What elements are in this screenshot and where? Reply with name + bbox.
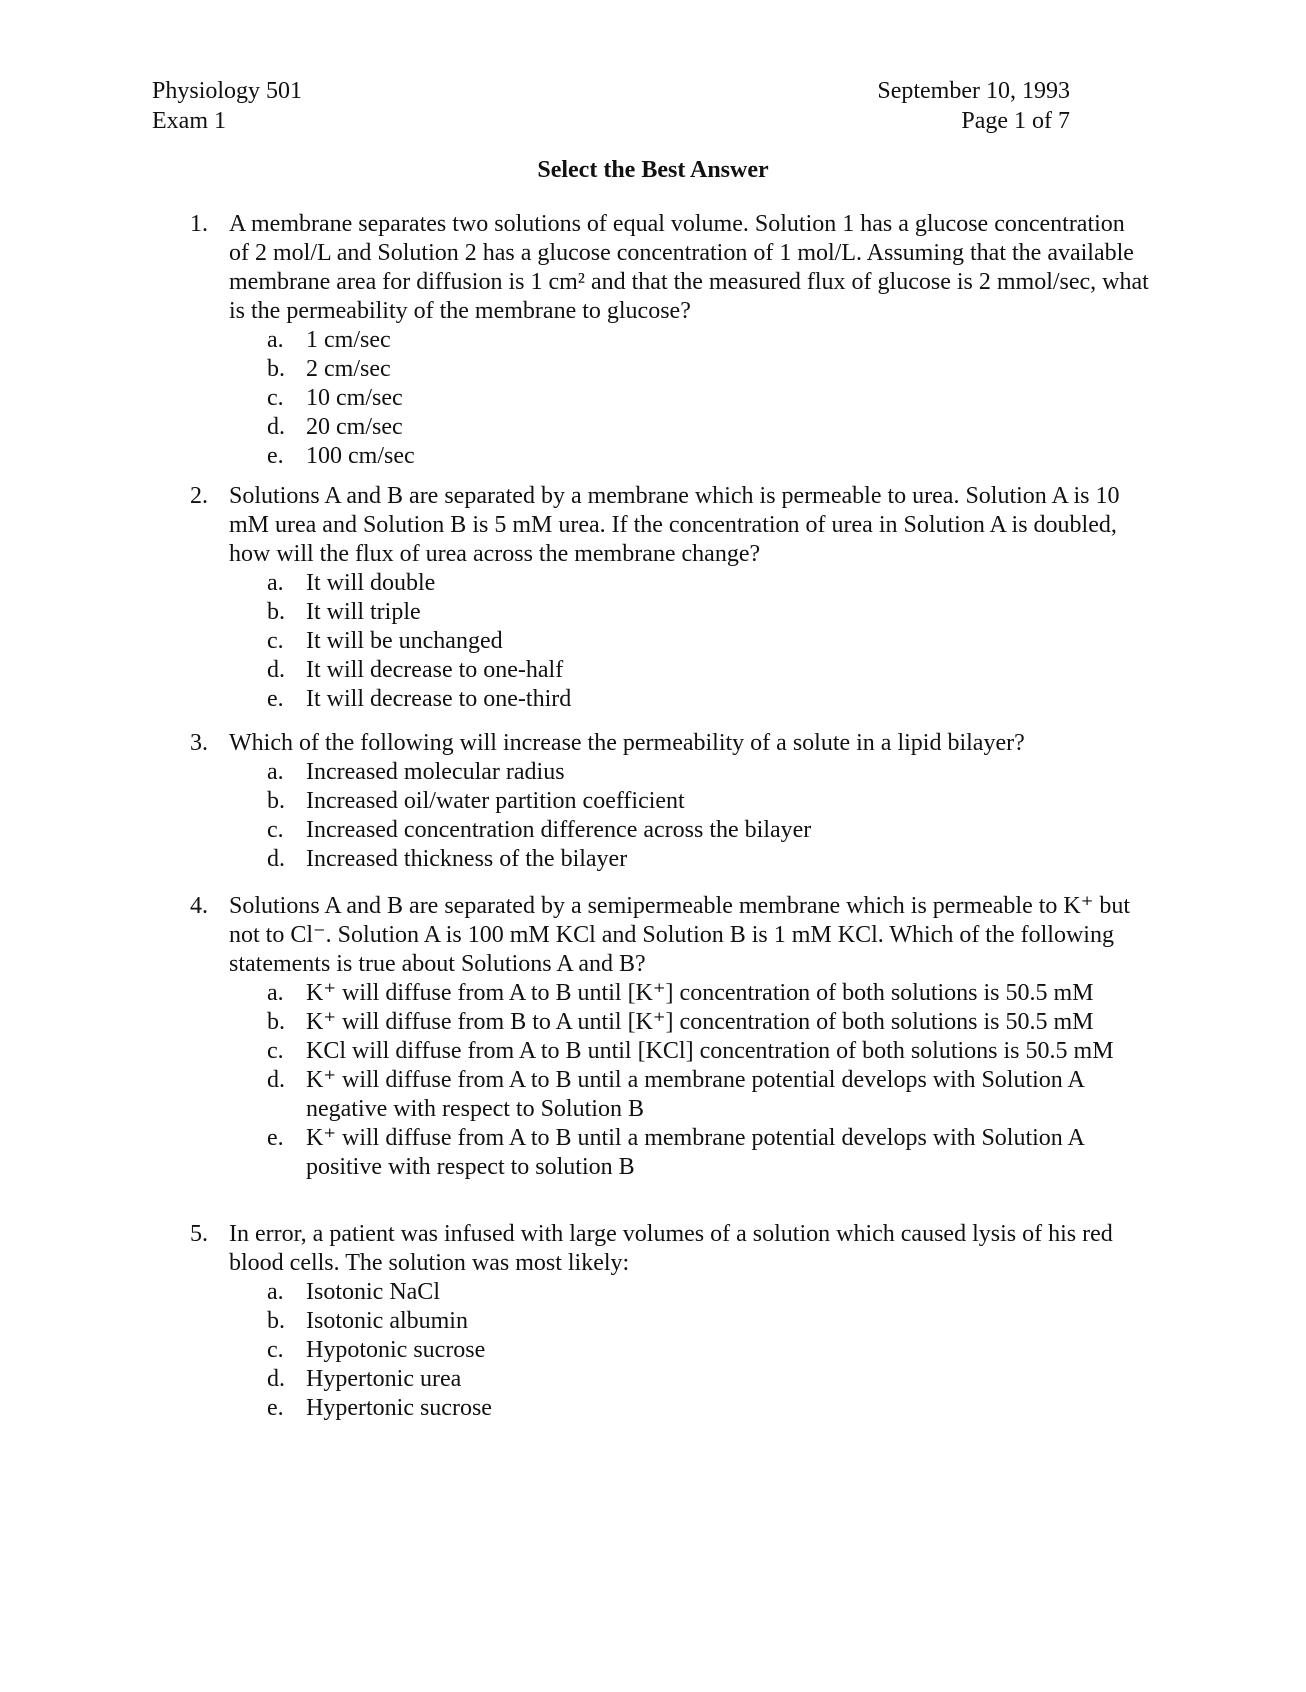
option-letter: e. [267,443,284,469]
question-number: 5. [190,1221,208,1247]
option-text: Hypotonic sucrose [306,1337,486,1363]
option-letter: d. [267,1366,285,1392]
question-text: Solutions A and B are separated by a membrane which is permeable to urea. Solution A is 10 mM urea and Solution B is 5 mM urea. If the concentration of urea in Solution A is doubled, how will the flux of urea across the membrane change? [229,483,1120,567]
option-item [0,1008,1306,1037]
option-letter: d. [267,657,285,683]
option-letter: d. [267,414,285,440]
exam-name: Exam 1 [152,108,226,134]
option-text: Increased molecular radius [306,759,565,785]
option-item [0,598,1306,627]
option-letter: a. [267,980,284,1006]
question-number: 3. [190,730,208,756]
question-text: Which of the following will increase the permeability of a solute in a lipid bilayer? [229,730,1025,756]
option-list [0,758,1306,874]
header-left [152,76,302,136]
option-text: It will be unchanged [306,628,503,654]
option-item [0,787,1306,816]
option-item [0,355,1306,384]
option-letter: a. [267,327,284,353]
option-letter: c. [267,628,284,654]
question-number: 4. [190,893,208,919]
option-text: Isotonic NaCl [306,1279,440,1305]
option-text: K⁺ will diffuse from B to A until [K⁺] concentration of both solutions is 50.5 mM [306,1009,1094,1035]
question-4 [0,892,1306,1182]
option-item [0,1124,1306,1182]
question-3 [0,729,1306,874]
option-text: Increased thickness of the bilayer [306,846,628,872]
option-item [0,979,1306,1008]
option-item [0,845,1306,874]
option-item [0,569,1306,598]
option-text: 1 cm/sec [306,327,391,353]
option-item [0,442,1306,471]
option-text: 20 cm/sec [306,414,403,440]
option-text: K⁺ will diffuse from A to B until [K⁺] concentration of both solutions is 50.5 mM [306,980,1094,1006]
option-letter: c. [267,385,284,411]
question-text: Solutions A and B are separated by a semipermeable membrane which is permeable to K⁺ but not to Cl⁻. Solution A is 100 mM KCl and Solution B is 1 mM KCl. Which of the following statements is true about Solutions A and B? [229,893,1131,977]
question-number: 2. [190,483,208,509]
option-item [0,816,1306,845]
header-right [870,76,1070,136]
question-text: A membrane separates two solutions of equal volume. Solution 1 has a glucose concentration of 2 mol/L and Solution 2 has a glucose concentration of 1 mol/L. Assuming that the available membrane area for diffusion is 1 cm² and that the measured flux of glucose is 2 mmol/sec, what is the permeability of the membrane to glucose? [229,211,1149,324]
option-item [0,384,1306,413]
option-text: It will decrease to one-third [306,686,572,712]
option-letter: d. [267,1067,285,1093]
option-item [0,1394,1306,1423]
option-list [0,1278,1306,1423]
option-text: Isotonic albumin [306,1308,468,1334]
option-text: 10 cm/sec [306,385,403,411]
option-item [0,1307,1306,1336]
option-letter: a. [267,570,284,596]
option-list [0,979,1306,1182]
option-text: Hypertonic sucrose [306,1395,492,1421]
option-list [0,569,1306,714]
option-item [0,627,1306,656]
option-letter: c. [267,1038,284,1064]
exam-date: September 10, 1993 [877,78,1070,104]
option-letter: d. [267,846,285,872]
option-item [0,413,1306,442]
option-item [0,685,1306,714]
option-text: It will triple [306,599,421,625]
option-letter: e. [267,1125,284,1151]
option-text: It will decrease to one-half [306,657,564,683]
page-number: Page 1 of 7 [961,108,1070,134]
option-list [0,326,1306,471]
option-item [0,1278,1306,1307]
option-letter: c. [267,817,284,843]
option-letter: e. [267,686,284,712]
question-5 [0,1220,1306,1423]
question-1 [0,210,1306,471]
option-item [0,656,1306,685]
option-text: K⁺ will diffuse from A to B until a membrane potential develops with Solution A positive with respect to solution B [306,1125,1084,1180]
option-item [0,326,1306,355]
question-2 [0,482,1306,714]
option-text: Increased concentration difference across the bilayer [306,817,812,843]
option-item [0,758,1306,787]
option-text: It will double [306,570,436,596]
section-title: Select the Best Answer [537,157,769,183]
option-letter: b. [267,1308,285,1334]
option-text: KCl will diffuse from A to B until [KCl] concentration of both solutions is 50.5 mM [306,1038,1114,1064]
option-letter: b. [267,788,285,814]
option-letter: c. [267,1337,284,1363]
option-letter: b. [267,599,285,625]
option-text: 2 cm/sec [306,356,391,382]
option-item [0,1365,1306,1394]
option-text: Increased oil/water partition coefficient [306,788,685,814]
question-text: In error, a patient was infused with large volumes of a solution which caused lysis of his red blood cells. The solution was most likely: [229,1221,1113,1276]
option-letter: e. [267,1395,284,1421]
course-name: Physiology 501 [152,78,303,104]
option-letter: a. [267,759,284,785]
option-item [0,1066,1306,1124]
option-letter: b. [267,1009,285,1035]
question-number: 1. [190,211,208,237]
option-text: K⁺ will diffuse from A to B until a membrane potential develops with Solution A negative with respect to Solution B [306,1067,1084,1122]
option-letter: b. [267,356,285,382]
option-item [0,1336,1306,1365]
option-text: Hypertonic urea [306,1366,462,1392]
option-text: 100 cm/sec [306,443,415,469]
option-item [0,1037,1306,1066]
option-letter: a. [267,1279,284,1305]
